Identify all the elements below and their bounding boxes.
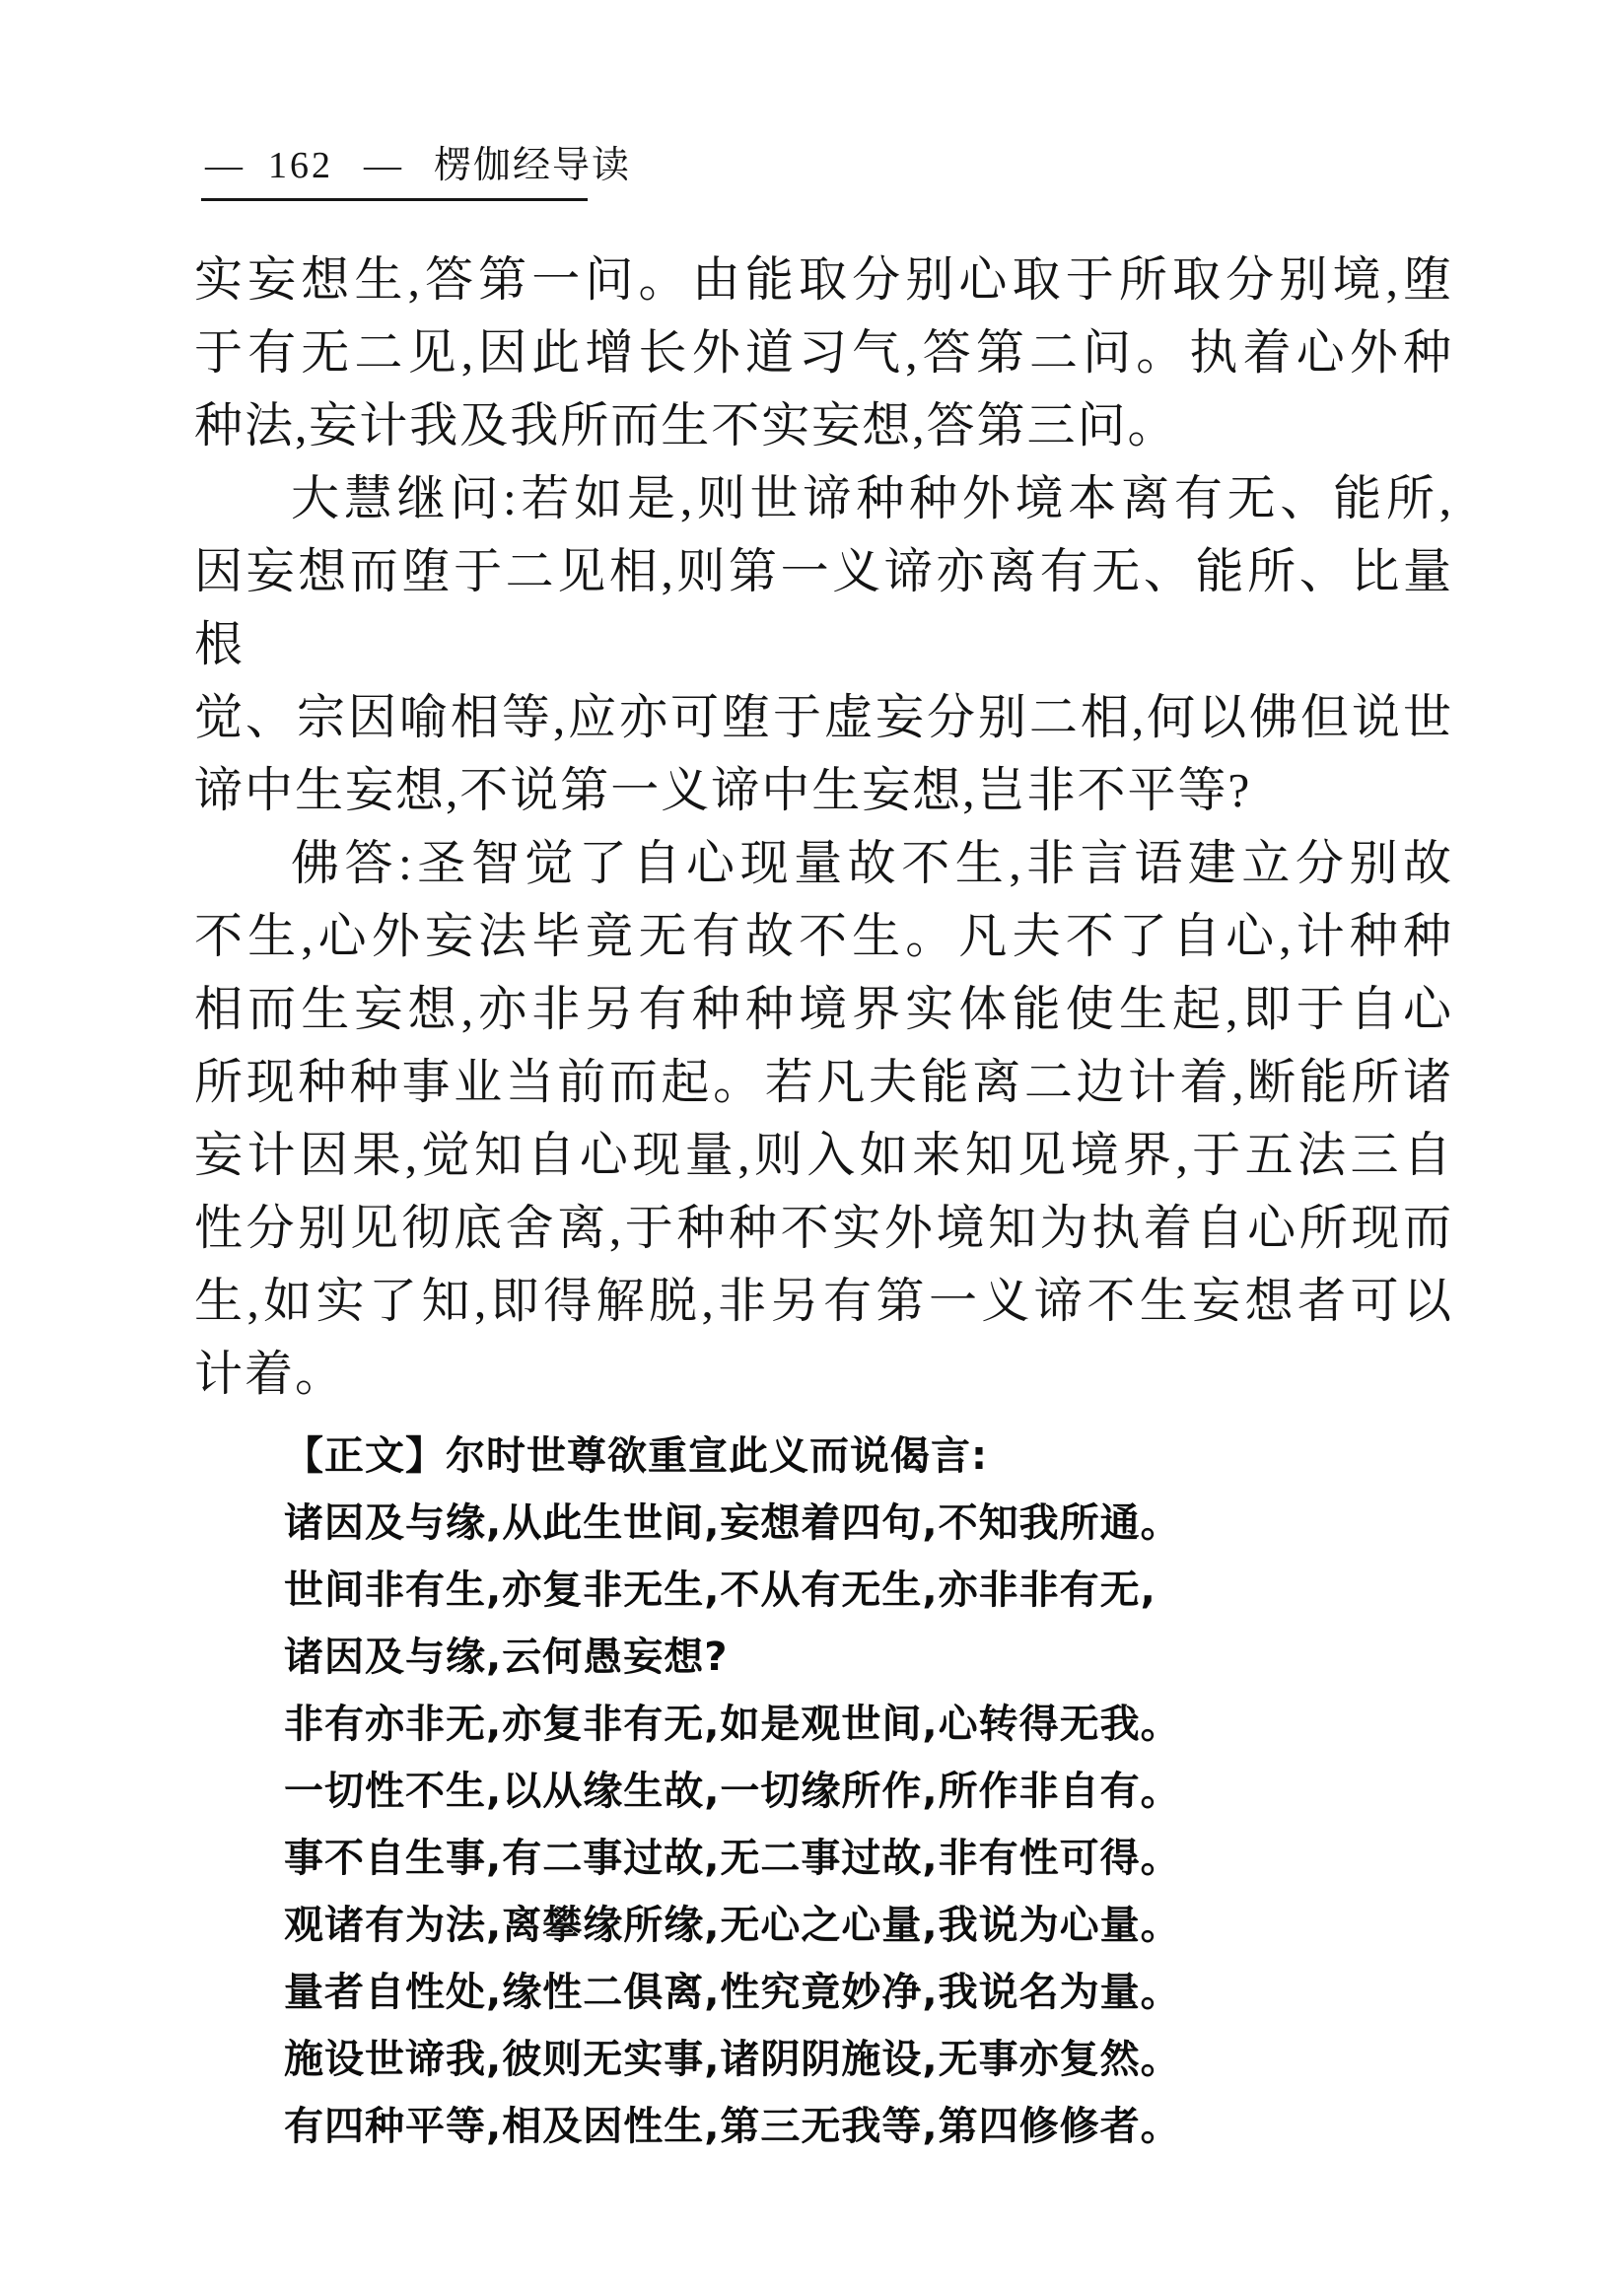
body-text xyxy=(194,244,1453,1411)
verse-section xyxy=(284,1423,1447,2160)
body-line: 于有无二见,因此增长外道习气,答第二问。执着心外种 xyxy=(194,325,1453,380)
body-line: 相而生妄想,亦非另有种种境界实体能使生起,即于自心 xyxy=(194,982,1453,1036)
verse-line: 非有亦非无,亦复非有无,如是观世间,心转得无我。 xyxy=(284,1702,1181,1747)
body-line: 觉、宗因喻相等,应亦可堕于虚妄分别二相,何以佛但说世 xyxy=(194,690,1453,744)
verse-line: 施设世谛我,彼则无实事,诸阴阴施设,无事亦复然。 xyxy=(284,2037,1181,2082)
book-title: 楞伽经导读 xyxy=(434,145,632,186)
body-line: 所现种种事业当前而起。若凡夫能离二边计着,断能所诸 xyxy=(194,1055,1453,1109)
zhengwen-intro-line: 【正文】尔时世尊欲重宣此义而说偈言: xyxy=(284,1433,988,1479)
header-dash-right: — xyxy=(364,145,401,186)
verse-line: 诸因及与缘,从此生世间,妄想着四句,不知我所通。 xyxy=(284,1500,1181,1546)
verse-line: 量者自性处,缘性二俱离,性究竟妙净,我说名为量。 xyxy=(284,1970,1181,2015)
body-line: 性分别见彻底舍离,于种种不实外境知为执着自心所现而 xyxy=(194,1201,1453,1255)
body-line: 大慧继问:若如是,则世谛种种外境本离有无、能所, xyxy=(291,471,1453,525)
body-line: 因妄想而堕于二见相,则第一义谛亦离有无、能所、比量根 xyxy=(194,544,1453,671)
verse-line: 有四种平等,相及因性生,第三无我等,第四修修者。 xyxy=(284,2104,1181,2149)
header-dash-left: — xyxy=(205,145,243,186)
body-line: 妄计因果,觉知自心现量,则入如来知见境界,于五法三自 xyxy=(194,1128,1453,1182)
body-line: 计着。 xyxy=(194,1347,346,1401)
verse-line: 观诸有为法,离攀缘所缘,无心之心量,我说为心量。 xyxy=(284,1903,1181,1948)
body-line: 种法,妄计我及我所而生不实妄想,答第三问。 xyxy=(194,398,1178,452)
verse-line: 世间非有生,亦复非无生,不从有无生,亦非非有无, xyxy=(284,1567,1156,1613)
page-number: 162 xyxy=(268,145,333,186)
body-line: 生,如实了知,即得解脱,非另有第一义谛不生妄想者可以 xyxy=(194,1274,1453,1328)
body-line: 实妄想生,答第一问。由能取分别心取于所取分别境,堕 xyxy=(194,252,1453,307)
header-rule xyxy=(201,198,588,201)
body-line: 不生,心外妄法毕竟无有故不生。凡夫不了自心,计种种 xyxy=(194,909,1453,963)
verse-line: 事不自生事,有二事过故,无二事过故,非有性可得。 xyxy=(284,1836,1181,1881)
verse-lines xyxy=(284,1490,1447,2160)
verse-line: 一切性不生,以从缘生故,一切缘所作,所作非自有。 xyxy=(284,1769,1181,1814)
body-line: 佛答:圣智觉了自心现量故不生,非言语建立分别故 xyxy=(291,836,1453,890)
body-line: 谛中生妄想,不说第一义谛中生妄想,岂非不平等? xyxy=(194,763,1252,817)
verse-line: 诸因及与缘,云何愚妄想? xyxy=(284,1635,729,1680)
running-header xyxy=(205,144,631,187)
